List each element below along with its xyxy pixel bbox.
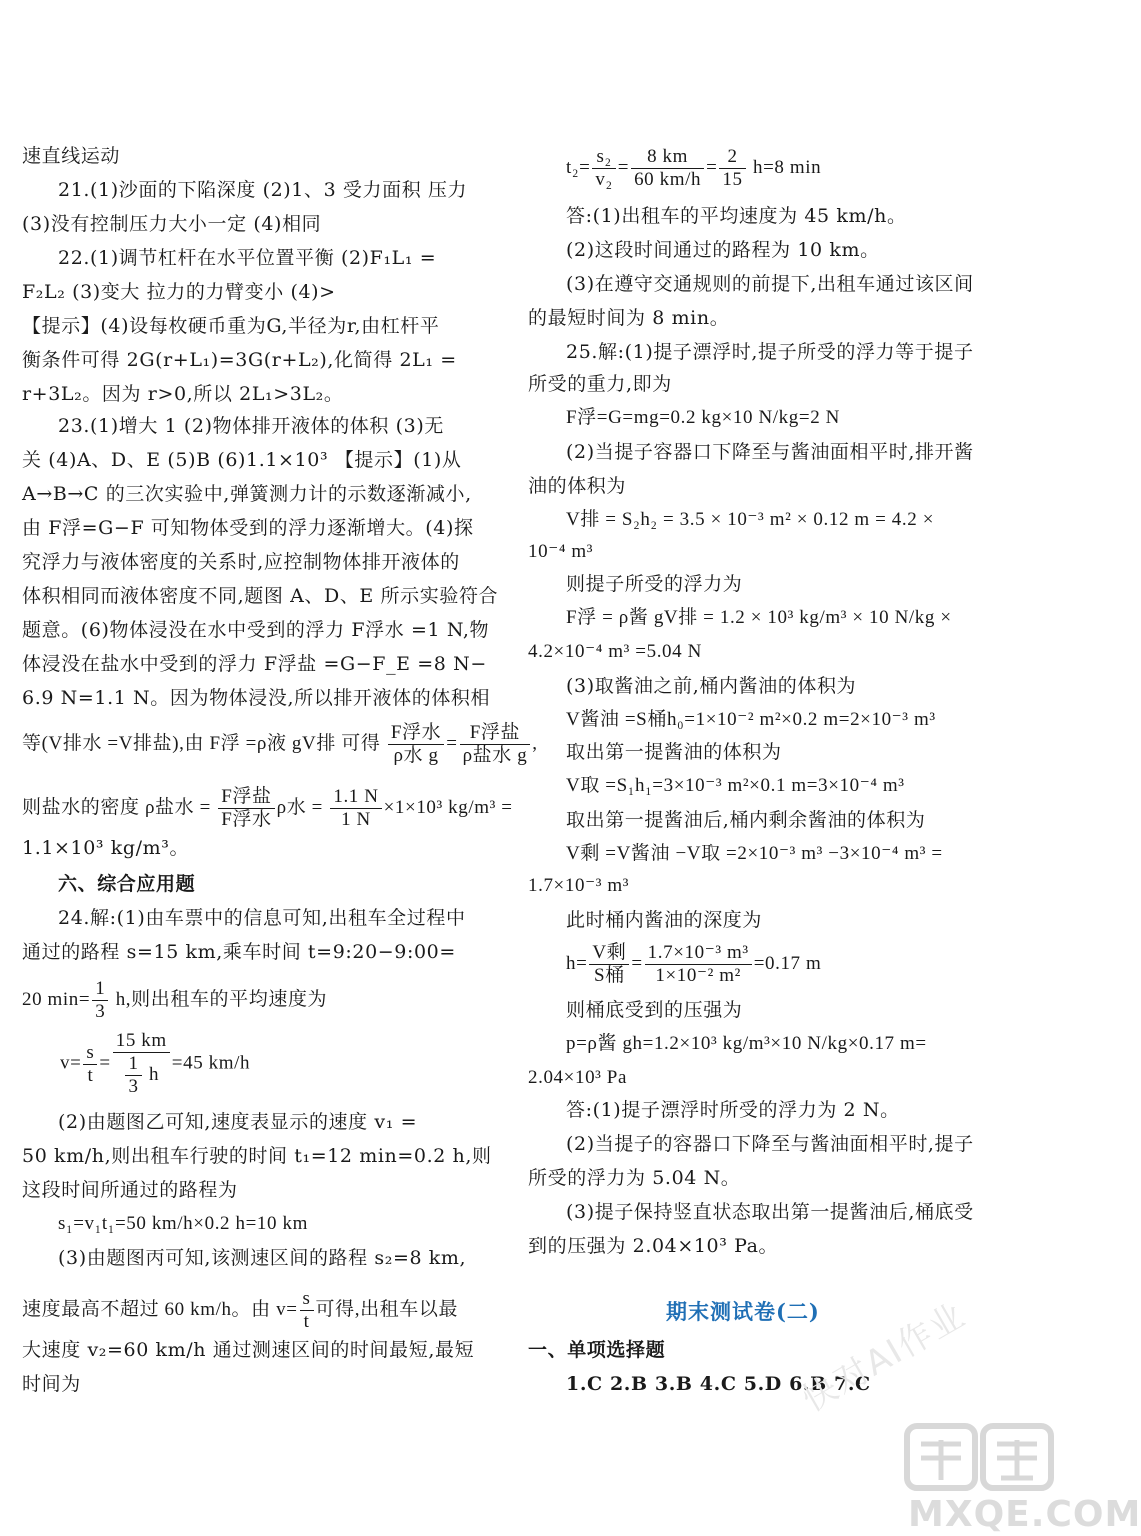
- fraction: $\frac{1}{3}$: [92, 978, 108, 1023]
- watermark-site: MXQE.COM: [908, 1494, 1141, 1535]
- text-line: 50 km/h,则出租车行驶的时间 t₁=12 min=0.2 h,则: [22, 1145, 492, 1167]
- formula-line: 则盐水的密度 ρ盐水 = $\frac{\text{F浮盐}}{\text{F浮水}}$ ρ水 = $\frac{1.1 N}{1 N}$ ×1×10³ kg/m³ =: [22, 786, 513, 830]
- formula-line: 1.7×10⁻³ m³: [528, 875, 630, 896]
- text-line: 由 F浮=G−F 可知物体受到的浮力逐渐增大。(4)探: [22, 517, 474, 539]
- text-line: 时间为: [22, 1373, 81, 1395]
- text-line: (2)当提子容器口下降至与酱油面相平时,排开酱: [566, 441, 974, 463]
- answer-21: 21.(1)沙面的下陷深度 (2)1、3 受力面积 压力: [58, 179, 468, 201]
- text-line: (3)提子保持竖直状态取出第一提酱油后,桶底受: [566, 1201, 974, 1223]
- fraction: $\frac{1.1 N}{1 N}$: [330, 786, 381, 831]
- section-title: 期末测试卷(二): [666, 1299, 820, 1324]
- text-line: 关 (4)A、D、E (5)B (6)1.1×10³ 【提示】(1)从: [22, 449, 462, 471]
- text-line: (3)在遵守交通规则的前提下,出租车通过该区间: [566, 273, 974, 295]
- fraction: $\frac{\text{s₂}}{\text{v₂}}$: [592, 146, 615, 191]
- formula-line: F浮=G=mg=0.2 kg×10 N/kg=2 N: [566, 407, 840, 428]
- text-line: 究浮力与液体密度的关系时,应控制物体排开液体的: [22, 551, 460, 573]
- formula-line: p=ρ酱 gh=1.2×10³ kg/m³×10 N/kg×0.17 m=: [566, 1033, 927, 1054]
- text-line: 题意。(6)物体浸没在水中受到的浮力 F浮水 =1 N,物: [22, 619, 490, 641]
- text-line: 的最短时间为 8 min。: [528, 307, 730, 329]
- formula-line: t₂= $\frac{\text{s₂}}{\text{v₂}}$ = $\frac{8 km}{60 km/h}$ = $\frac{2}{15}$ h=8 min: [566, 146, 822, 190]
- fraction: $\frac{\text{1.7×10⁻³ m³}}{\text{1×10⁻² m²}}$: [645, 942, 752, 987]
- text-line: 此时桶内酱油的深度为: [566, 909, 763, 931]
- fraction: $\frac{\text{V剩}}{\text{S桶}}$: [589, 942, 629, 987]
- text-line: 这段时间所通过的路程为: [22, 1179, 238, 1201]
- watermark-text: 快对AI作业: [795, 1294, 973, 1421]
- hint-line: 【提示】(4)设每枚硬币重为G,半径为r,由杠杆平: [22, 315, 440, 337]
- formula-line: F浮 = ρ酱 gV排 = 1.2 × 10³ kg/m³ × 10 N/kg ×: [566, 607, 952, 628]
- text-line: 答:(1)提子漂浮时所受的浮力为 2 N。: [566, 1099, 900, 1121]
- answer-24: 24.解:(1)由车票中的信息可知,出租车全过程中: [58, 907, 466, 929]
- formula-line: 10⁻⁴ m³: [528, 541, 594, 562]
- formula-line: h= $\frac{\text{V剩}}{\text{S桶}}$ = $\frac{\text{1.7×10⁻³ m³}}{\text{1×10⁻² m²}}$ =0.17 m: [566, 942, 822, 986]
- formula-line: 20 min= $\frac{1}{3}$ h,则出租车的平均速度为: [22, 978, 328, 1022]
- text-line: 衡条件可得 2G(r+L₁)=3G(r+L₂),化简得 2L₁ =: [22, 349, 457, 371]
- formula-line: 等(V排水 =V排盐),由 F浮 =ρ液 gV排 可得 $\frac{\text{F浮水}}{\text{ρ水 g}}$ = $\frac{\text{F浮盐}}{\text{ρ盐水 g}}$ ,: [22, 722, 538, 766]
- fraction: $\frac{\text{F浮盐}}{\text{ρ盐水 g}}$: [460, 722, 531, 767]
- text-line: 速直线运动: [22, 145, 121, 167]
- text-line: 所受的重力,即为: [528, 373, 672, 395]
- text-line: A→B→C 的三次实验中,弹簧测力计的示数逐渐减小,: [22, 483, 472, 505]
- formula-line: 速度最高不超过 60 km/h。由 v= $\frac{s}{t}$ 可得,出租车以最: [22, 1288, 459, 1332]
- text-line: 答:(1)出租车的平均速度为 45 km/h。: [566, 205, 907, 227]
- text-line: 体浸没在盐水中受到的浮力 F浮盐 =G−F_E =8 N−: [22, 653, 487, 675]
- text-line: 体积相同而液体密度不同,题图 A、D、E 所示实验符合: [22, 585, 499, 607]
- fraction: $\frac{2}{15}$: [719, 146, 745, 191]
- formula-line: 2.04×10³ Pa: [528, 1067, 628, 1088]
- section-heading: 一、单项选择题: [528, 1339, 666, 1361]
- formula-line: V取 =S₁h₁=3×10⁻³ m²×0.1 m=3×10⁻⁴ m³: [566, 775, 905, 796]
- answer-22: 22.(1)调节杠杆在水平位置平衡 (2)F₁L₁ =: [58, 247, 437, 269]
- answer-list: 1.C 2.B 3.B 4.C 5.D 6.B 7.C: [566, 1373, 871, 1395]
- text-line: r+3L₂。因为 r>0,所以 2L₁>3L₂。: [22, 383, 344, 405]
- text-line: 则桶底受到的压强为: [566, 999, 743, 1021]
- formula-line: V排 = S₂h₂ = 3.5 × 10⁻³ m² × 0.12 m = 4.2 ×: [566, 509, 935, 530]
- formula-line: v= $\frac{s}{t}$ = 15 km $\frac{1}{3}$ h =45 km/h: [60, 1030, 251, 1097]
- fraction: $\frac{8 km}{60 km/h}$: [631, 146, 704, 191]
- text-line: 到的压强为 2.04×10³ Pa。: [528, 1235, 779, 1257]
- text-line: F₂L₂ (3)变大 拉力的力臂变小 (4)>: [22, 281, 336, 303]
- formula-line: 4.2×10⁻⁴ m³ =5.04 N: [528, 641, 702, 662]
- text-line: 1.1×10³ kg/m³。: [22, 837, 190, 859]
- text-line: 通过的路程 s=15 km,乘车时间 t=9:20−9:00=: [22, 941, 456, 963]
- text-line: 油的体积为: [528, 475, 627, 497]
- text-line: 则提子所受的浮力为: [566, 573, 743, 595]
- answer-25: 25.解:(1)提子漂浮时,提子所受的浮力等于提子: [566, 341, 974, 363]
- text-line: (3)没有控制压力大小一定 (4)相同: [22, 213, 322, 235]
- text-line: (2)由题图乙可知,速度表显示的速度 v₁ =: [58, 1111, 418, 1133]
- text-line: (3)取酱油之前,桶内酱油的体积为: [566, 675, 857, 697]
- fraction: $\frac{1}{3}$: [125, 1053, 141, 1098]
- formula-line: s₁=v₁t₁=50 km/h×0.2 h=10 km: [58, 1213, 308, 1234]
- formula-line: V酱油 =S桶h₀=1×10⁻² m²×0.2 m=2×10⁻³ m³: [566, 709, 936, 730]
- section-heading: 六、综合应用题: [58, 873, 196, 895]
- fraction: $\frac{s}{t}$: [83, 1042, 97, 1087]
- text-line: 6.9 N=1.1 N。因为物体浸没,所以排开液体的体积相: [22, 687, 491, 709]
- text-line: 取出第一提酱油后,桶内剩余酱油的体积为: [566, 809, 926, 831]
- text-line: (2)当提子的容器口下降至与酱油面相平时,提子: [566, 1133, 974, 1155]
- fraction: $\frac{\text{F浮水}}{\text{ρ水 g}}$: [388, 722, 444, 767]
- text-line: (2)这段时间通过的路程为 10 km。: [566, 239, 880, 261]
- fraction: $\frac{\text{F浮盐}}{\text{F浮水}}$: [218, 786, 274, 831]
- watermark-logo-icon: [905, 1420, 1055, 1496]
- formula-line: V剩 =V酱油 −V取 =2×10⁻³ m³ −3×10⁻⁴ m³ =: [566, 843, 943, 864]
- answer-23: 23.(1)增大 1 (2)物体排开液体的体积 (3)无: [58, 415, 444, 437]
- fraction: $\frac{s}{t}$: [300, 1288, 314, 1333]
- text-line: (3)由题图丙可知,该测速区间的路程 s₂=8 km,: [58, 1247, 467, 1269]
- text-line: 取出第一提酱油的体积为: [566, 741, 782, 763]
- fraction: 15 km $\frac{1}{3}$ h: [113, 1030, 170, 1098]
- text-line: 大速度 v₂=60 km/h 通过测速区间的时间最短,最短: [22, 1339, 475, 1361]
- text-line: 所受的浮力为 5.04 N。: [528, 1167, 741, 1189]
